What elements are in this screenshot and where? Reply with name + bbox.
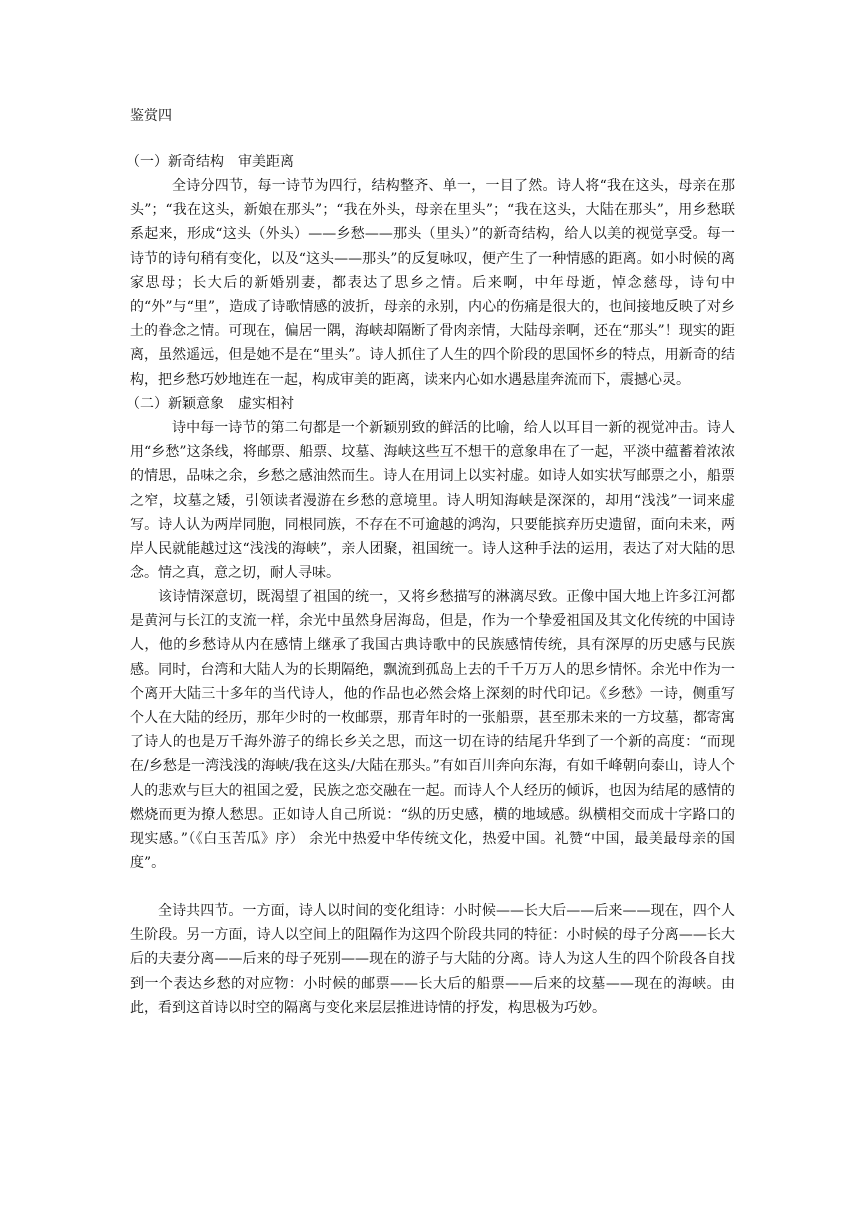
paragraph-4: 全诗共四节。一方面，诗人以时间的变化组诗：小时候——长大后——后来——现在，四个人生阶段。另一方面，诗人以空间上的阻隔作为这四个阶段共同的特征：小时候的母子分离——长大后的夫妻分离——后来的母子死别——现在的游子与大陆的分离。诗人为这人生的四个阶段各自找到一个表达乡愁的对应物：小时候的邮票——长大后的船票——后来的坟墓——现在的海峡。由此，看到这首诗以时空的隔离与变化来层层推进诗情的抒发，构思极为巧妙。 — [130, 903, 735, 1016]
paragraph-1: 全诗分四节，每一诗节为四行，结构整齐、单一，一目了然。诗人将“我在这头，母亲在那头”；“我在这头，新娘在那头”；“我在外头，母亲在里头”；“我在这头，大陆在那头”，用乡愁联系起来，形成“这头（外头）——乡愁——那头（里头）”的新奇结构，给人以美的视觉享受。每一诗节的诗句稍有变化，以及“这头——那头”的反复咏叹，便产生了一种情感的距离。如小时候的离家思母；长大后的新婚别妻，都表达了思乡之情。后来啊，中年母逝，悼念慈母，诗句中的“外”与“里”，造成了诗歌情感的波折，母亲的永别，内心的伤痛是很大的，也间接地反映了对乡土的眷念之情。可现在，偏居一隅，海峡却隔断了骨肉亲情，大陆母亲啊，还在“那头”！现实的距离，虽然遥远，但是她不是在“里头”。诗人抓住了人生的四个阶段的思国怀乡的特点，用新奇的结构，把乡愁巧妙地连在一起，构成审美的距离，读来内心如水遇悬崖奔流而下，震撼心灵。 — [130, 178, 735, 388]
section-heading-2: （二）新颖意象 虚实相衬 — [126, 396, 294, 412]
paragraph-2: 诗中每一诗节的第二句都是一个新颖别致的鲜活的比喻，给人以耳目一新的视觉冲击。诗人用“乡愁”这条线，将邮票、船票、坟墓、海峡这些互不想干的意象串在了一起，平淡中蕴蓄着浓浓的情思，品味之余，乡愁之感油然而生。诗人在用词上以实衬虚。如诗人如实状写邮票之小，船票之窄，坟墓之矮，引领读者漫游在乡愁的意境里。诗人明知海峡是深深的，却用“浅浅”一词来虚写。诗人认为两岸同胞，同根同族，不存在不可逾越的鸿沟，只要能摈弃历史遗留，面向未来，两岸人民就能越过这“浅浅的海峡”，亲人团聚，祖国统一。诗人这种手法的运用，表达了对大陆的思念。情之真，意之切，耐人寻味。 — [130, 420, 735, 582]
paragraph-3: 该诗情深意切，既渴望了祖国的统一，又将乡愁描写的淋漓尽致。正像中国大地上许多江河都是黄河与长江的支流一样，余光中虽然身居海岛，但是，作为一个挚爱祖国及其文化传统的中国诗人，他的乡愁诗从内在感情上继承了我国古典诗歌中的民族感情传统，具有深厚的历史感与民族感。同时，台湾和大陆人为的长期隔绝，飘流到孤岛上去的千千万万人的思乡情怀。余光中作为一个离开大陆三十多年的当代诗人，他的作品也必然会烙上深刻的时代印记。《乡愁》一诗，侧重写个人在大陆的经历，那年少时的一枚邮票，那青年时的一张船票，甚至那未来的一方坟墓，都寄寓了诗人的也是万千海外游子的绵长乡关之思，而这一切在诗的结尾升华到了一个新的高度：“而现在/乡愁是一湾浅浅的海峡/我在这头/大陆在那头。”有如百川奔向东海，有如千峰朝向泰山，诗人个人的悲欢与巨大的祖国之爱，民族之恋交融在一起。而诗人个人经历的倾诉，也因为结尾的感情的燃烧而更为撩人愁思。正如诗人自己所说：“纵的历史感，横的地域感。纵横相交而成十字路口的现实感。”（《白玉苦瓜》序） 余光中热爱中华传统文化，热爱中国。礼赞“中国，最美最母亲的国度”。 — [130, 589, 735, 872]
document-title: 鉴赏四 — [130, 108, 172, 124]
section-heading-1: （一）新奇结构 审美距离 — [126, 154, 294, 170]
